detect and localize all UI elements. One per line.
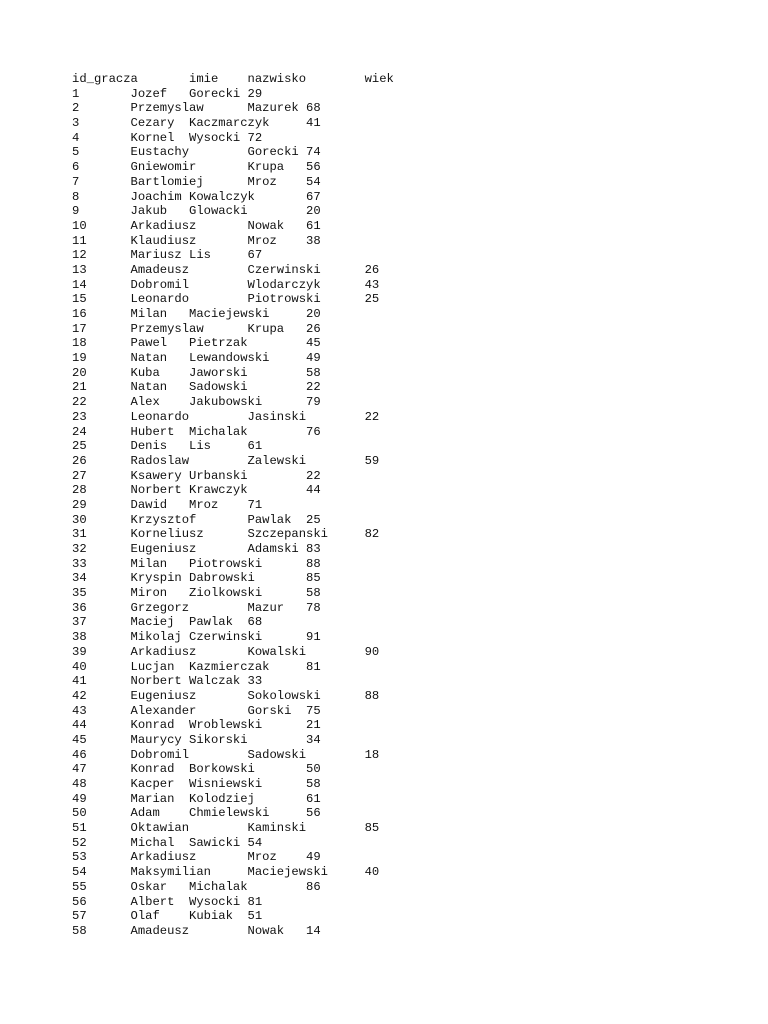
table-row: 56 Albert Wysocki 81 [72,894,263,909]
table-row: 47 Konrad Borkowski 50 [72,762,321,777]
table-row: 29 Dawid Mroz 71 [72,497,263,512]
table-row: 43 Alexander Gorski 75 [72,703,321,718]
table-row: 52 Michal Sawicki 54 [72,835,263,850]
table-row: 38 Mikolaj Czerwinski 91 [72,630,321,645]
table-row: 32 Eugeniusz Adamski 83 [72,542,321,556]
table-row: 58 Amadeusz Nowak 14 [72,923,321,938]
table-row: 26 Radoslaw Zalewski 59 [72,453,380,468]
table-row: 36 Grzegorz Mazur 78 [72,600,321,615]
table-row: 31 Korneliusz Szczepanski 82 [72,527,380,542]
table-row: 34 Kryspin Dabrowski 85 [72,571,321,586]
table-row: 21 Natan Sadowski 22 [72,380,321,395]
table-row: 10 Arkadiusz Nowak 61 [72,218,321,233]
table-row: 15 Leonardo Piotrowski 25 [72,292,380,307]
table-row: 39 Arkadiusz Kowalski 90 [72,644,380,659]
table-row: 45 Maurycy Sikorski 34 [72,732,321,747]
table-row: 44 Konrad Wroblewski 21 [72,718,321,733]
table-row: 18 Pawel Pietrzak 45 [72,336,321,351]
table-row: 53 Arkadiusz Mroz 49 [72,850,321,865]
table-row: 7 Bartlomiej Mroz 54 [72,174,321,189]
table-row: 12 Mariusz Lis 67 [72,248,263,263]
table-row: 30 Krzysztof Pawlak 25 [72,512,321,527]
table-row: 37 Maciej Pawlak 68 [72,615,263,630]
table-row: 14 Dobromil Wlodarczyk 43 [72,277,380,292]
table-row: 11 Klaudiusz Mroz 38 [72,233,321,248]
table-row: 25 Denis Lis 61 [72,439,263,454]
table-row: 46 Dobromil Sadowski 18 [72,747,380,762]
table-row: 55 Oskar Michalak 86 [72,879,321,894]
table-row: 40 Lucjan Kazmierczak 81 [72,659,321,674]
table-rows [72,87,394,939]
table-row: 54 Maksymilian Maciejewski 40 [72,865,380,880]
table-header-line: id_gracza imie nazwisko wiek [72,72,394,86]
table-row: 8 Joachim Kowalczyk 67 [72,189,321,204]
table-row: 24 Hubert Michalak 76 [72,424,321,439]
document-text [72,72,394,939]
table-row: 20 Kuba Jaworski 58 [72,365,321,380]
table-row: 4 Kornel Wysocki 72 [72,130,263,145]
table-row: 3 Cezary Kaczmarczyk 41 [72,116,321,131]
table-row: 57 Olaf Kubiak 51 [72,909,263,924]
table-row: 17 Przemyslaw Krupa 26 [72,321,321,336]
table-row: 19 Natan Lewandowski 49 [72,351,321,366]
table-row: 13 Amadeusz Czerwinski 26 [72,262,380,277]
table-row: 27 Ksawery Urbanski 22 [72,468,321,483]
table-row: 6 Gniewomir Krupa 56 [72,160,321,175]
table-row: 49 Marian Kolodziej 61 [72,791,321,806]
table-row: 50 Adam Chmielewski 56 [72,806,321,821]
table-row: 48 Kacper Wisniewski 58 [72,777,321,791]
table-row: 22 Alex Jakubowski 79 [72,395,321,410]
table-row: 1 Jozef Gorecki 29 [72,86,263,101]
table-row: 28 Norbert Krawczyk 44 [72,483,321,498]
table-row: 5 Eustachy Gorecki 74 [72,145,321,160]
table-row: 51 Oktawian Kaminski 85 [72,821,380,836]
table-row: 41 Norbert Walczak 33 [72,674,263,689]
table-row: 42 Eugeniusz Sokolowski 88 [72,688,380,703]
table-row: 33 Milan Piotrowski 88 [72,556,321,571]
table-row: 2 Przemyslaw Mazurek 68 [72,101,321,116]
table-row: 35 Miron Ziolkowski 58 [72,586,321,601]
table-row: 9 Jakub Glowacki 20 [72,204,321,219]
table-row: 23 Leonardo Jasinski 22 [72,409,380,424]
table-row: 16 Milan Maciejewski 20 [72,307,321,321]
